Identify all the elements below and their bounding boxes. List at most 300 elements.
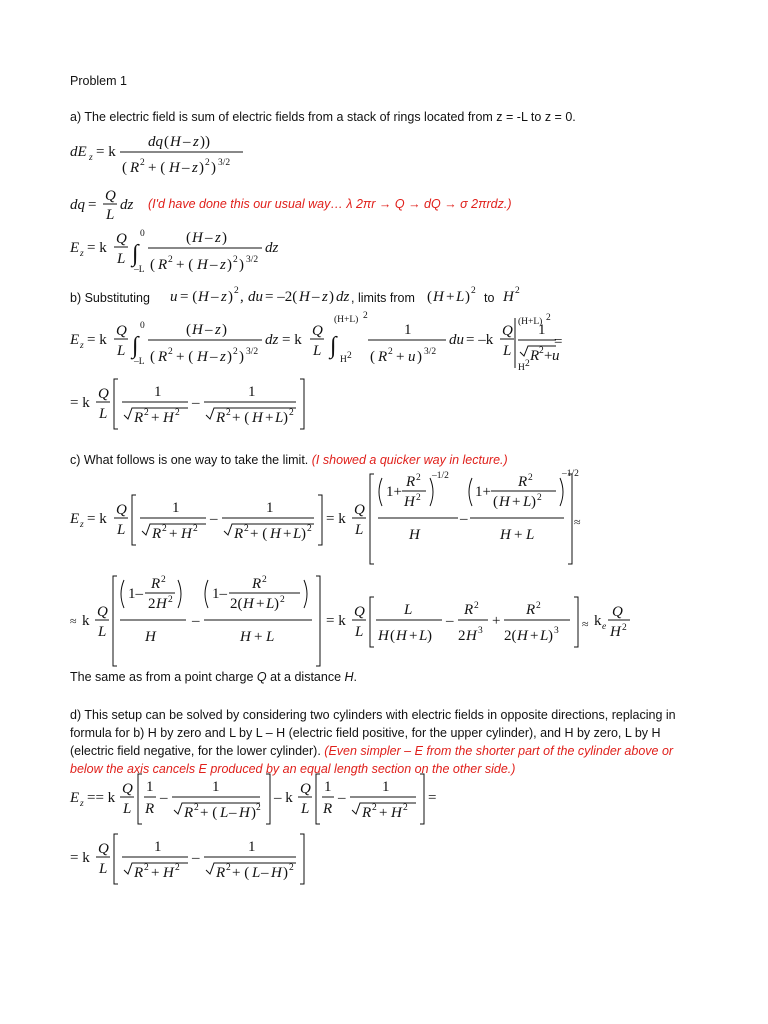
svg-text:H: H — [499, 494, 510, 510]
svg-text:H: H — [503, 289, 514, 305]
svg-text:=: = — [88, 197, 97, 213]
svg-text:(: ( — [186, 230, 191, 246]
svg-text:(: ( — [370, 349, 375, 365]
svg-text:–: – — [192, 850, 200, 866]
svg-text:2: 2 — [168, 255, 173, 265]
svg-text:+: + — [151, 410, 160, 426]
part-b-intro-limits: , limits from — [351, 291, 415, 305]
svg-text:): ) — [239, 349, 244, 365]
svg-text:2: 2 — [525, 359, 530, 369]
part-a-note: (I'd have done this our usual way… λ 2πr → Q → dQ → σ 2πrdz.) — [148, 197, 512, 211]
svg-text:z: z — [215, 322, 221, 338]
svg-text:(H+L): (H+L) — [518, 317, 543, 327]
svg-text:2: 2 — [262, 575, 267, 585]
svg-text:L: L — [99, 406, 108, 422]
svg-text:H: H — [404, 494, 415, 510]
svg-text:= k: = k — [87, 240, 107, 256]
svg-text:Q: Q — [312, 323, 323, 339]
svg-text:(: ( — [150, 257, 155, 273]
svg-text:–: – — [192, 395, 200, 411]
svg-text:2: 2 — [416, 473, 421, 483]
part-a-intro: a) The electric field is sum of electric fields from a stack of rings located from z = -L to z = 0. — [70, 110, 576, 124]
svg-text:H: H — [197, 257, 208, 273]
svg-text:H: H — [433, 289, 444, 305]
svg-text:L: L — [99, 861, 108, 877]
svg-text:R: R — [134, 410, 144, 426]
svg-text:H: H — [170, 134, 181, 150]
svg-text:Q: Q — [98, 386, 109, 402]
svg-text:): ) — [531, 494, 536, 510]
svg-text:Q: Q — [105, 188, 116, 204]
svg-text:2: 2 — [256, 803, 261, 813]
svg-text:R: R — [406, 474, 416, 490]
equation-d-2 — [68, 832, 308, 888]
svg-text:dz: dz — [120, 197, 134, 213]
svg-text:L: L — [266, 629, 275, 645]
svg-text:2: 2 — [194, 803, 199, 813]
svg-text:1: 1 — [154, 839, 162, 855]
svg-text:(: ( — [122, 160, 127, 176]
svg-text:R: R — [252, 576, 262, 592]
svg-text:): ) — [239, 257, 244, 273]
svg-text:2: 2 — [233, 347, 238, 357]
equation-limit-upper — [501, 283, 531, 307]
svg-text:Q: Q — [354, 604, 365, 620]
svg-text:+ (: + ( — [250, 526, 268, 542]
svg-text:≈: ≈ — [582, 617, 589, 631]
svg-text:+: + — [254, 629, 263, 645]
svg-text:H: H — [252, 410, 263, 426]
svg-text:2: 2 — [289, 408, 294, 418]
equation-limit-lower — [425, 283, 485, 307]
equation-c-point-charge — [606, 590, 636, 650]
svg-text:H: H — [299, 289, 310, 305]
svg-text:u: u — [170, 289, 178, 305]
svg-text:H: H — [610, 624, 621, 640]
svg-text:L: L — [503, 343, 512, 359]
svg-text:1: 1 — [248, 839, 256, 855]
equation-d-1 — [68, 772, 438, 830]
svg-text:R: R — [530, 348, 540, 364]
svg-text:Q: Q — [98, 841, 109, 857]
part-c-note: (I showed a quicker way in lecture.) — [311, 453, 508, 467]
svg-text:–: – — [229, 805, 237, 821]
svg-text:–L: –L — [134, 265, 145, 275]
svg-text:2: 2 — [536, 601, 541, 611]
svg-text:+ (: + ( — [232, 865, 250, 881]
svg-text:R: R — [151, 576, 161, 592]
svg-text:,: , — [240, 289, 244, 305]
svg-text:2: 2 — [175, 408, 180, 418]
svg-text:3/2: 3/2 — [246, 255, 259, 265]
svg-text:z: z — [193, 134, 199, 150]
svg-text:R: R — [234, 526, 244, 542]
svg-text:2: 2 — [144, 408, 149, 418]
svg-text:H: H — [239, 805, 250, 821]
svg-text:–: – — [160, 790, 168, 806]
equation-dEz — [68, 128, 268, 184]
svg-text:2: 2 — [537, 493, 542, 503]
svg-text:2: 2 — [162, 524, 167, 534]
svg-text:∫: ∫ — [132, 241, 139, 267]
svg-text:1: 1 — [212, 779, 220, 795]
svg-text:E: E — [70, 240, 80, 256]
svg-text:=: = — [554, 334, 563, 350]
svg-text:= k: = k — [87, 332, 107, 348]
svg-text:L: L — [404, 602, 413, 618]
svg-text:Q: Q — [116, 323, 127, 339]
svg-text:2: 2 — [546, 313, 551, 323]
svg-text:2: 2 — [539, 346, 544, 356]
svg-text:R: R — [216, 865, 226, 881]
svg-text:dq: dq — [148, 134, 163, 150]
svg-text:L: L — [266, 596, 275, 612]
svg-text:= k: = k — [70, 395, 90, 411]
svg-text:e: e — [602, 622, 607, 632]
svg-text:R: R — [526, 602, 536, 618]
svg-text:R: R — [130, 160, 140, 176]
svg-text:Q: Q — [300, 781, 311, 797]
svg-text:H: H — [192, 230, 203, 246]
svg-text:L: L — [523, 494, 532, 510]
svg-text:R: R — [184, 805, 194, 821]
svg-text:H: H — [517, 628, 528, 644]
svg-text:dz: dz — [336, 289, 350, 305]
svg-text:H: H — [163, 410, 174, 426]
svg-text:): ) — [427, 628, 432, 644]
svg-text:): ) — [548, 628, 553, 644]
svg-text:2: 2 — [144, 863, 149, 873]
svg-text:= –2(: = –2( — [265, 289, 298, 305]
svg-text:2: 2 — [280, 595, 285, 605]
svg-text:3/2: 3/2 — [424, 347, 437, 357]
svg-text:z: z — [80, 341, 84, 351]
svg-text:1: 1 — [172, 500, 180, 516]
svg-text:2(: 2( — [504, 628, 517, 644]
svg-text:+: + — [396, 349, 405, 365]
part-d-paragraph — [70, 706, 700, 778]
svg-text:): ) — [283, 410, 288, 426]
svg-text:2: 2 — [622, 623, 627, 633]
svg-text:1: 1 — [248, 384, 256, 400]
svg-text:–: – — [210, 511, 218, 527]
svg-text:z: z — [80, 249, 84, 259]
conclusion-q: Q — [256, 670, 267, 684]
svg-text:Q: Q — [122, 781, 133, 797]
svg-text:H: H — [391, 805, 402, 821]
svg-text:H: H — [518, 363, 525, 373]
svg-text:z: z — [80, 799, 84, 809]
svg-text:Q: Q — [116, 231, 127, 247]
svg-text:R: R — [378, 349, 388, 365]
svg-text:1–: 1– — [128, 586, 143, 602]
svg-text:–: – — [261, 865, 269, 881]
svg-text:+ (: + ( — [200, 805, 218, 821]
svg-text:+: + — [530, 628, 539, 644]
svg-text:(: ( — [186, 322, 191, 338]
svg-text:): ) — [301, 526, 306, 542]
svg-text:– k: – k — [274, 790, 293, 806]
svg-text:dq: dq — [70, 197, 85, 213]
svg-text:+: + — [283, 526, 292, 542]
svg-text:H: H — [243, 596, 254, 612]
svg-text:L: L — [355, 522, 364, 538]
svg-text:= k: = k — [96, 144, 116, 160]
svg-text:Q: Q — [612, 604, 623, 620]
part-b-intro-prefix: b) Substituting — [70, 291, 150, 305]
svg-text:L: L — [117, 343, 126, 359]
svg-text:H: H — [198, 289, 209, 305]
svg-text:z: z — [215, 230, 221, 246]
svg-text:2: 2 — [233, 255, 238, 265]
svg-text:du: du — [449, 332, 464, 348]
svg-text:3/2: 3/2 — [218, 158, 231, 168]
equation-c-limit-1 — [68, 468, 588, 568]
svg-text:R: R — [134, 865, 144, 881]
svg-text:H: H — [340, 355, 347, 365]
svg-text:u: u — [408, 349, 416, 365]
svg-text:–: – — [205, 322, 213, 338]
svg-text:1–: 1– — [212, 586, 227, 602]
svg-text:H: H — [156, 596, 167, 612]
svg-text:+: + — [492, 613, 501, 629]
svg-text:+ (: + ( — [176, 257, 194, 273]
svg-text:L: L — [301, 801, 310, 817]
svg-text:2: 2 — [363, 311, 368, 321]
svg-text:): ) — [274, 596, 279, 612]
svg-text:0: 0 — [140, 321, 145, 331]
svg-text:–: – — [446, 613, 454, 629]
svg-text:+: + — [379, 805, 388, 821]
svg-text:2: 2 — [140, 158, 145, 168]
svg-text:+: + — [514, 527, 523, 543]
svg-text:+: + — [151, 865, 160, 881]
svg-text:+: + — [544, 348, 553, 364]
svg-text:(H+L): (H+L) — [334, 315, 359, 325]
svg-text:k: k — [594, 613, 602, 629]
svg-text:R: R — [145, 801, 155, 817]
part-d-note: (Even simpler – E from the shorter part of the cylinder above or below the axis cancels E produced by an equal length section on the other side.) — [70, 744, 674, 776]
svg-text:L: L — [98, 624, 107, 640]
svg-text:= k: = k — [326, 613, 346, 629]
svg-text:R: R — [216, 410, 226, 426]
svg-text:k: k — [82, 613, 90, 629]
svg-text:+: + — [256, 596, 265, 612]
svg-text:(: ( — [493, 494, 498, 510]
svg-text:): ) — [211, 160, 216, 176]
svg-text:L: L — [220, 805, 229, 821]
svg-text:= k: = k — [70, 850, 90, 866]
svg-text:2: 2 — [226, 863, 231, 873]
svg-text:L: L — [275, 410, 284, 426]
svg-text:=: = — [428, 790, 437, 806]
svg-text:H: H — [270, 526, 281, 542]
svg-text:1: 1 — [146, 779, 154, 795]
problem-title: Problem 1 — [70, 74, 127, 88]
svg-text:+ (: + ( — [176, 349, 194, 365]
svg-text:== k: == k — [87, 790, 116, 806]
svg-text:L: L — [123, 801, 132, 817]
svg-text:+: + — [409, 628, 418, 644]
svg-text:= k: = k — [87, 511, 107, 527]
svg-text:–: – — [210, 257, 218, 273]
svg-text:H: H — [145, 629, 156, 645]
svg-text:3/2: 3/2 — [246, 347, 259, 357]
svg-text:2: 2 — [471, 286, 476, 296]
svg-text:L: L — [117, 251, 126, 267]
svg-text:): ) — [199, 160, 204, 176]
svg-text:H: H — [378, 628, 389, 644]
equation-Ez-substituted — [68, 312, 568, 374]
svg-text:R: R — [158, 257, 168, 273]
svg-text:1: 1 — [266, 500, 274, 516]
svg-text:–: – — [192, 613, 200, 629]
svg-text:2: 2 — [347, 351, 352, 361]
svg-text:–: – — [211, 289, 219, 305]
svg-text:z: z — [192, 160, 198, 176]
svg-text:2: 2 — [148, 596, 156, 612]
svg-text:R: R — [464, 602, 474, 618]
svg-text:R: R — [362, 805, 372, 821]
svg-text:R: R — [152, 526, 162, 542]
svg-text:u: u — [552, 348, 560, 364]
svg-text:L: L — [313, 343, 322, 359]
svg-text:2: 2 — [175, 863, 180, 873]
svg-text:1+: 1+ — [386, 484, 402, 500]
svg-text:): ) — [227, 257, 232, 273]
svg-text:L: L — [355, 624, 364, 640]
svg-text:2: 2 — [528, 473, 533, 483]
svg-text:): ) — [329, 289, 334, 305]
svg-text:2: 2 — [307, 524, 312, 534]
svg-text:H: H — [169, 160, 180, 176]
svg-text:2: 2 — [168, 347, 173, 357]
svg-text:2: 2 — [244, 524, 249, 534]
svg-text:(: ( — [390, 628, 395, 644]
svg-text:H: H — [181, 526, 192, 542]
svg-text:H: H — [192, 322, 203, 338]
svg-text:Q: Q — [97, 604, 108, 620]
svg-text:dz: dz — [265, 332, 279, 348]
svg-text:H: H — [163, 865, 174, 881]
svg-text:L: L — [117, 522, 126, 538]
svg-text:–: – — [312, 289, 320, 305]
svg-text:3: 3 — [478, 626, 483, 636]
svg-text:2: 2 — [388, 347, 393, 357]
svg-text:–1/2: –1/2 — [562, 469, 579, 479]
svg-text:z: z — [220, 349, 226, 365]
svg-text:L: L — [252, 865, 261, 881]
svg-text:–L: –L — [134, 357, 145, 367]
svg-text:(: ( — [150, 349, 155, 365]
svg-text:(: ( — [427, 289, 432, 305]
svg-text:H: H — [409, 527, 420, 543]
svg-text:): ) — [222, 322, 227, 338]
svg-text:2: 2 — [403, 803, 408, 813]
svg-text:L: L — [526, 527, 535, 543]
svg-text:R: R — [518, 474, 528, 490]
svg-text:H: H — [396, 628, 407, 644]
svg-text:2: 2 — [289, 863, 294, 873]
svg-text:2: 2 — [515, 286, 520, 296]
svg-text:E: E — [70, 332, 80, 348]
svg-text:2: 2 — [205, 158, 210, 168]
svg-text:Q: Q — [116, 502, 127, 518]
svg-text:2: 2 — [474, 601, 479, 611]
svg-text:–1/2: –1/2 — [432, 471, 449, 481]
svg-text:2: 2 — [193, 524, 198, 534]
svg-text:∫: ∫ — [330, 333, 337, 359]
svg-text:L: L — [419, 628, 428, 644]
equation-b-result — [68, 377, 308, 433]
svg-text:2: 2 — [168, 595, 173, 605]
svg-text:1+: 1+ — [475, 484, 491, 500]
svg-text:z: z — [322, 289, 328, 305]
svg-text:L: L — [540, 628, 549, 644]
svg-text:1: 1 — [382, 779, 390, 795]
svg-text:): ) — [222, 230, 227, 246]
svg-text:2: 2 — [416, 493, 421, 503]
equation-c-limit-2 — [68, 570, 608, 670]
svg-text:): ) — [227, 349, 232, 365]
svg-text:+: + — [446, 289, 455, 305]
svg-text:R: R — [323, 801, 333, 817]
svg-text:z: z — [220, 257, 226, 273]
svg-text:–: – — [460, 511, 468, 527]
svg-text:–: – — [205, 230, 213, 246]
svg-text:1: 1 — [154, 384, 162, 400]
svg-text:+ (: + ( — [232, 410, 250, 426]
svg-text:2: 2 — [234, 286, 239, 296]
part-c-intro — [70, 453, 508, 467]
svg-text:z: z — [80, 520, 84, 530]
svg-text:–: – — [183, 134, 191, 150]
svg-text:H: H — [240, 629, 251, 645]
svg-text:Q: Q — [502, 323, 513, 339]
conclusion-prefix: The same as from a point charge — [70, 670, 254, 684]
svg-text:–: – — [182, 160, 190, 176]
svg-text:L: L — [106, 207, 115, 223]
svg-text:Q: Q — [354, 502, 365, 518]
svg-text:2: 2 — [372, 803, 377, 813]
svg-text:1: 1 — [404, 322, 412, 338]
svg-text:L: L — [293, 526, 302, 542]
svg-text:–: – — [338, 790, 346, 806]
part-c-conclusion — [70, 670, 357, 684]
svg-text:≈: ≈ — [574, 515, 581, 529]
svg-text:z: z — [221, 289, 227, 305]
svg-text:E: E — [70, 511, 80, 527]
svg-text:2: 2 — [226, 408, 231, 418]
part-d-text: d) This setup can be solved by considering two cylinders with electric fields in opposite directions, replacing in formula for b) H by zero and L by L – H (electric field positive, for the upper cylinder), and H by zero, L by H (electric field negative, for the lower cylinder). — [70, 708, 676, 758]
svg-text:z: z — [89, 153, 93, 163]
svg-text:+: + — [169, 526, 178, 542]
svg-text:0: 0 — [140, 229, 145, 239]
svg-text:3: 3 — [554, 626, 559, 636]
svg-text:): ) — [228, 289, 233, 305]
svg-text:2(: 2( — [230, 596, 243, 612]
svg-text:): ) — [283, 865, 288, 881]
svg-text:–: – — [210, 349, 218, 365]
svg-text:): ) — [465, 289, 470, 305]
svg-text:R: R — [158, 349, 168, 365]
svg-text:1: 1 — [324, 779, 332, 795]
svg-text:= k: = k — [326, 511, 346, 527]
svg-text:): ) — [417, 349, 422, 365]
svg-text:≈: ≈ — [70, 614, 77, 628]
svg-text:du: du — [248, 289, 263, 305]
svg-text:H: H — [466, 628, 477, 644]
